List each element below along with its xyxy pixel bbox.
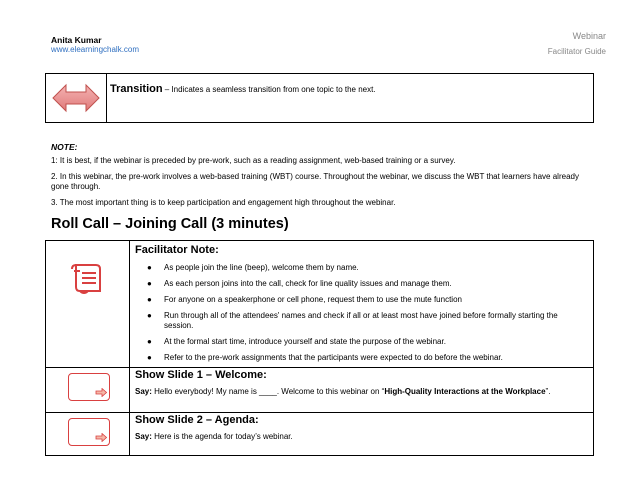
- scroll-icon: [70, 261, 106, 297]
- list-item: ● As people join the line (beep), welcome them by name.: [147, 263, 359, 272]
- slide-1-title: Show Slide 1 – Welcome:: [135, 369, 267, 381]
- roll-call-table: [45, 240, 594, 456]
- slide-1-icon: [68, 373, 110, 401]
- list-item-text: For anyone on a speakerphone or cell phone, request them to use the mute function: [164, 295, 462, 304]
- slide-2-icon: [68, 418, 110, 446]
- say-label: Say:: [135, 387, 152, 396]
- transition-definition: [110, 83, 376, 95]
- transition-description: – Indicates a seamless transition from one topic to the next.: [162, 85, 376, 94]
- double-arrow-icon: [46, 74, 106, 122]
- note-item: 1: It is best, if the webinar is preceded by pre-work, such as a reading assignment, web-based training or a survey.: [51, 156, 456, 165]
- slide-1-script: [135, 386, 575, 397]
- note-title: NOTE:: [51, 142, 78, 152]
- list-item: ● For anyone on a speakerphone or cell phone, request them to use the mute function: [147, 295, 462, 304]
- list-item-text: Run through all of the attendees' names and check if all or at least most have joined before formally starting the session.: [164, 311, 558, 330]
- list-item: ● Run through all of the attendees' names and check if all or at least most have joined before formally starting the session.: [147, 311, 558, 330]
- note-item: 3. The most important thing is to keep participation and engagement high throughout the webinar.: [51, 198, 396, 207]
- website-link[interactable]: www.elearningchalk.com: [51, 45, 140, 54]
- transition-legend: [45, 73, 594, 123]
- slide-2-script: [135, 431, 575, 442]
- webinar-topic: High-Quality Interactions at the Workplace: [384, 387, 546, 396]
- say-text: Here is the agenda for today’s webinar.: [151, 432, 293, 441]
- facilitator-note-list: [147, 263, 587, 369]
- list-item: ● As each person joins into the call, check for line quality issues and manage them.: [147, 279, 452, 288]
- list-item-text: At the formal start time, introduce yourself and state the purpose of the webinar.: [164, 337, 446, 346]
- say-text: Hello everybody! My name is ____. Welcome to this webinar on “: [151, 387, 385, 396]
- list-item-text: As people join the line (beep), welcome them by name.: [164, 263, 359, 272]
- list-item: ● Refer to the pre-work assignments that the participants were expected to do before the webinar.: [147, 353, 503, 362]
- doc-type: Webinar: [572, 31, 606, 41]
- doc-subtitle: Facilitator Guide: [547, 47, 606, 56]
- note-item: 2. In this webinar, the pre-work involves a web-based training (WBT) course. Throughout the webinar, we discuss the WBT that learners have already gone through.: [51, 172, 579, 191]
- facilitator-note-title: Facilitator Note:: [135, 244, 219, 256]
- say-label: Say:: [135, 432, 152, 441]
- list-item-text: Refer to the pre-work assignments that the participants were expected to do before the webinar.: [164, 353, 503, 362]
- say-text-end: ”.: [545, 387, 551, 396]
- list-item: ● At the formal start time, introduce yourself and state the purpose of the webinar.: [147, 337, 446, 346]
- slide-arrow-icon: [95, 388, 107, 397]
- author-name: Anita Kumar: [51, 35, 102, 45]
- slide-arrow-icon: [95, 433, 107, 442]
- transition-icon-cell: [46, 74, 107, 122]
- list-item-text: As each person joins into the call, check for line quality issues and manage them.: [164, 279, 452, 288]
- transition-term: Transition: [110, 83, 163, 95]
- slide-2-title: Show Slide 2 – Agenda:: [135, 414, 259, 426]
- section-title: Roll Call – Joining Call (3 minutes): [51, 216, 289, 232]
